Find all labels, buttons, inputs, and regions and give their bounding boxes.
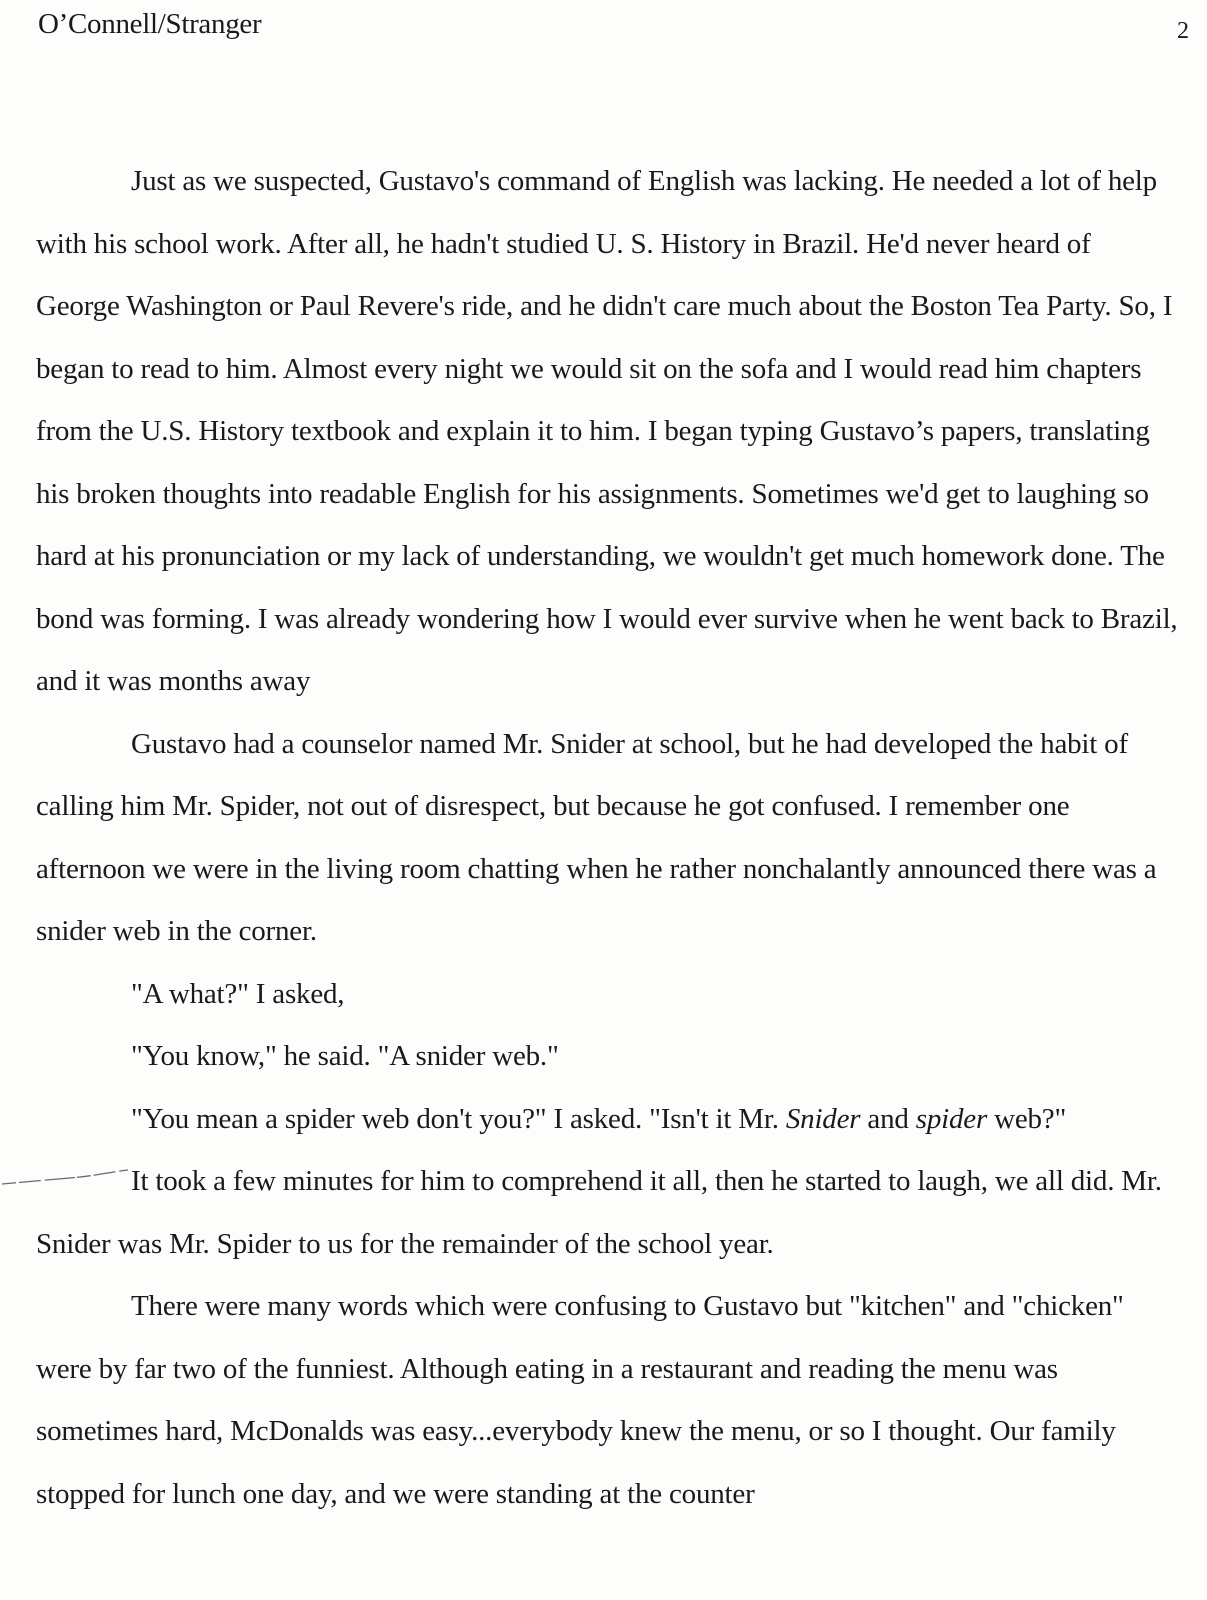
dialogue-line-2: "You know," he said. "A snider web.": [131, 1040, 559, 1072]
italic-spider: spider: [915, 1102, 988, 1135]
page-number: 2: [1177, 18, 1189, 44]
pen-stroke-mark: [0, 1166, 130, 1196]
dialogue-line-3-end: web?": [987, 1102, 1067, 1135]
dialogue-line-3-start: "You mean a spider web don't you?" I asked. "Isn't it Mr.: [131, 1102, 786, 1135]
dialogue-line-1: "A what?" I asked,: [131, 977, 345, 1010]
dialogue-line-3-middle: and: [860, 1102, 916, 1135]
running-head: O’Connell/Stranger: [38, 8, 262, 40]
paragraph-1: Just as we suspected, Gustavo's command of English was lacking. He needed a lot of help with his school work. After all, he hadn't studied U. S. History in Brazil. He'd never heard of George Washington or Paul Revere's ride, and he didn't care much about the Boston Tea Party. So, I began to read to him. Almost every night we would sit on the sofa and I would read him chapters from the U.S. History textbook and explain it to him. I began typing Gustavo’s papers, translating his broken thoughts into readable English for his assignments. Sometimes we'd get to laughing so hard at his pronunciation or my lack of understanding, we wouldn't get much homework done. The bond was forming. I was already wondering how I would ever survive when he went back to Brazil, and it was months away: [36, 165, 1178, 697]
paragraph-4: There were many words which were confusing to Gustavo but "kitchen" and "chicken" were by far two of the funniest. Although eating in a restaurant and reading the menu was sometimes hard, McDonalds was easy...everybody knew the menu, or so I thought. Our family stopped for lunch one day, and we were standing at the counter: [36, 1290, 1124, 1510]
paragraph-2: Gustavo had a counselor named Mr. Snider at school, but he had developed the habit of calling him Mr. Spider, not out of disrespect, but because he got confused. I remember one afternoon we were in the living room chatting when he rather nonchalantly announced there was a snider web in the corner.: [36, 727, 1157, 947]
dialogue-line-3: [36, 1088, 1181, 1151]
italic-snider: Snider: [785, 1102, 861, 1135]
body-text: [36, 150, 1181, 1525]
paragraph-3: It took a few minutes for him to comprehend it all, then he started to laugh, we all did. Mr. Snider was Mr. Spider to us for the remainder of the school year.: [36, 1165, 1162, 1260]
